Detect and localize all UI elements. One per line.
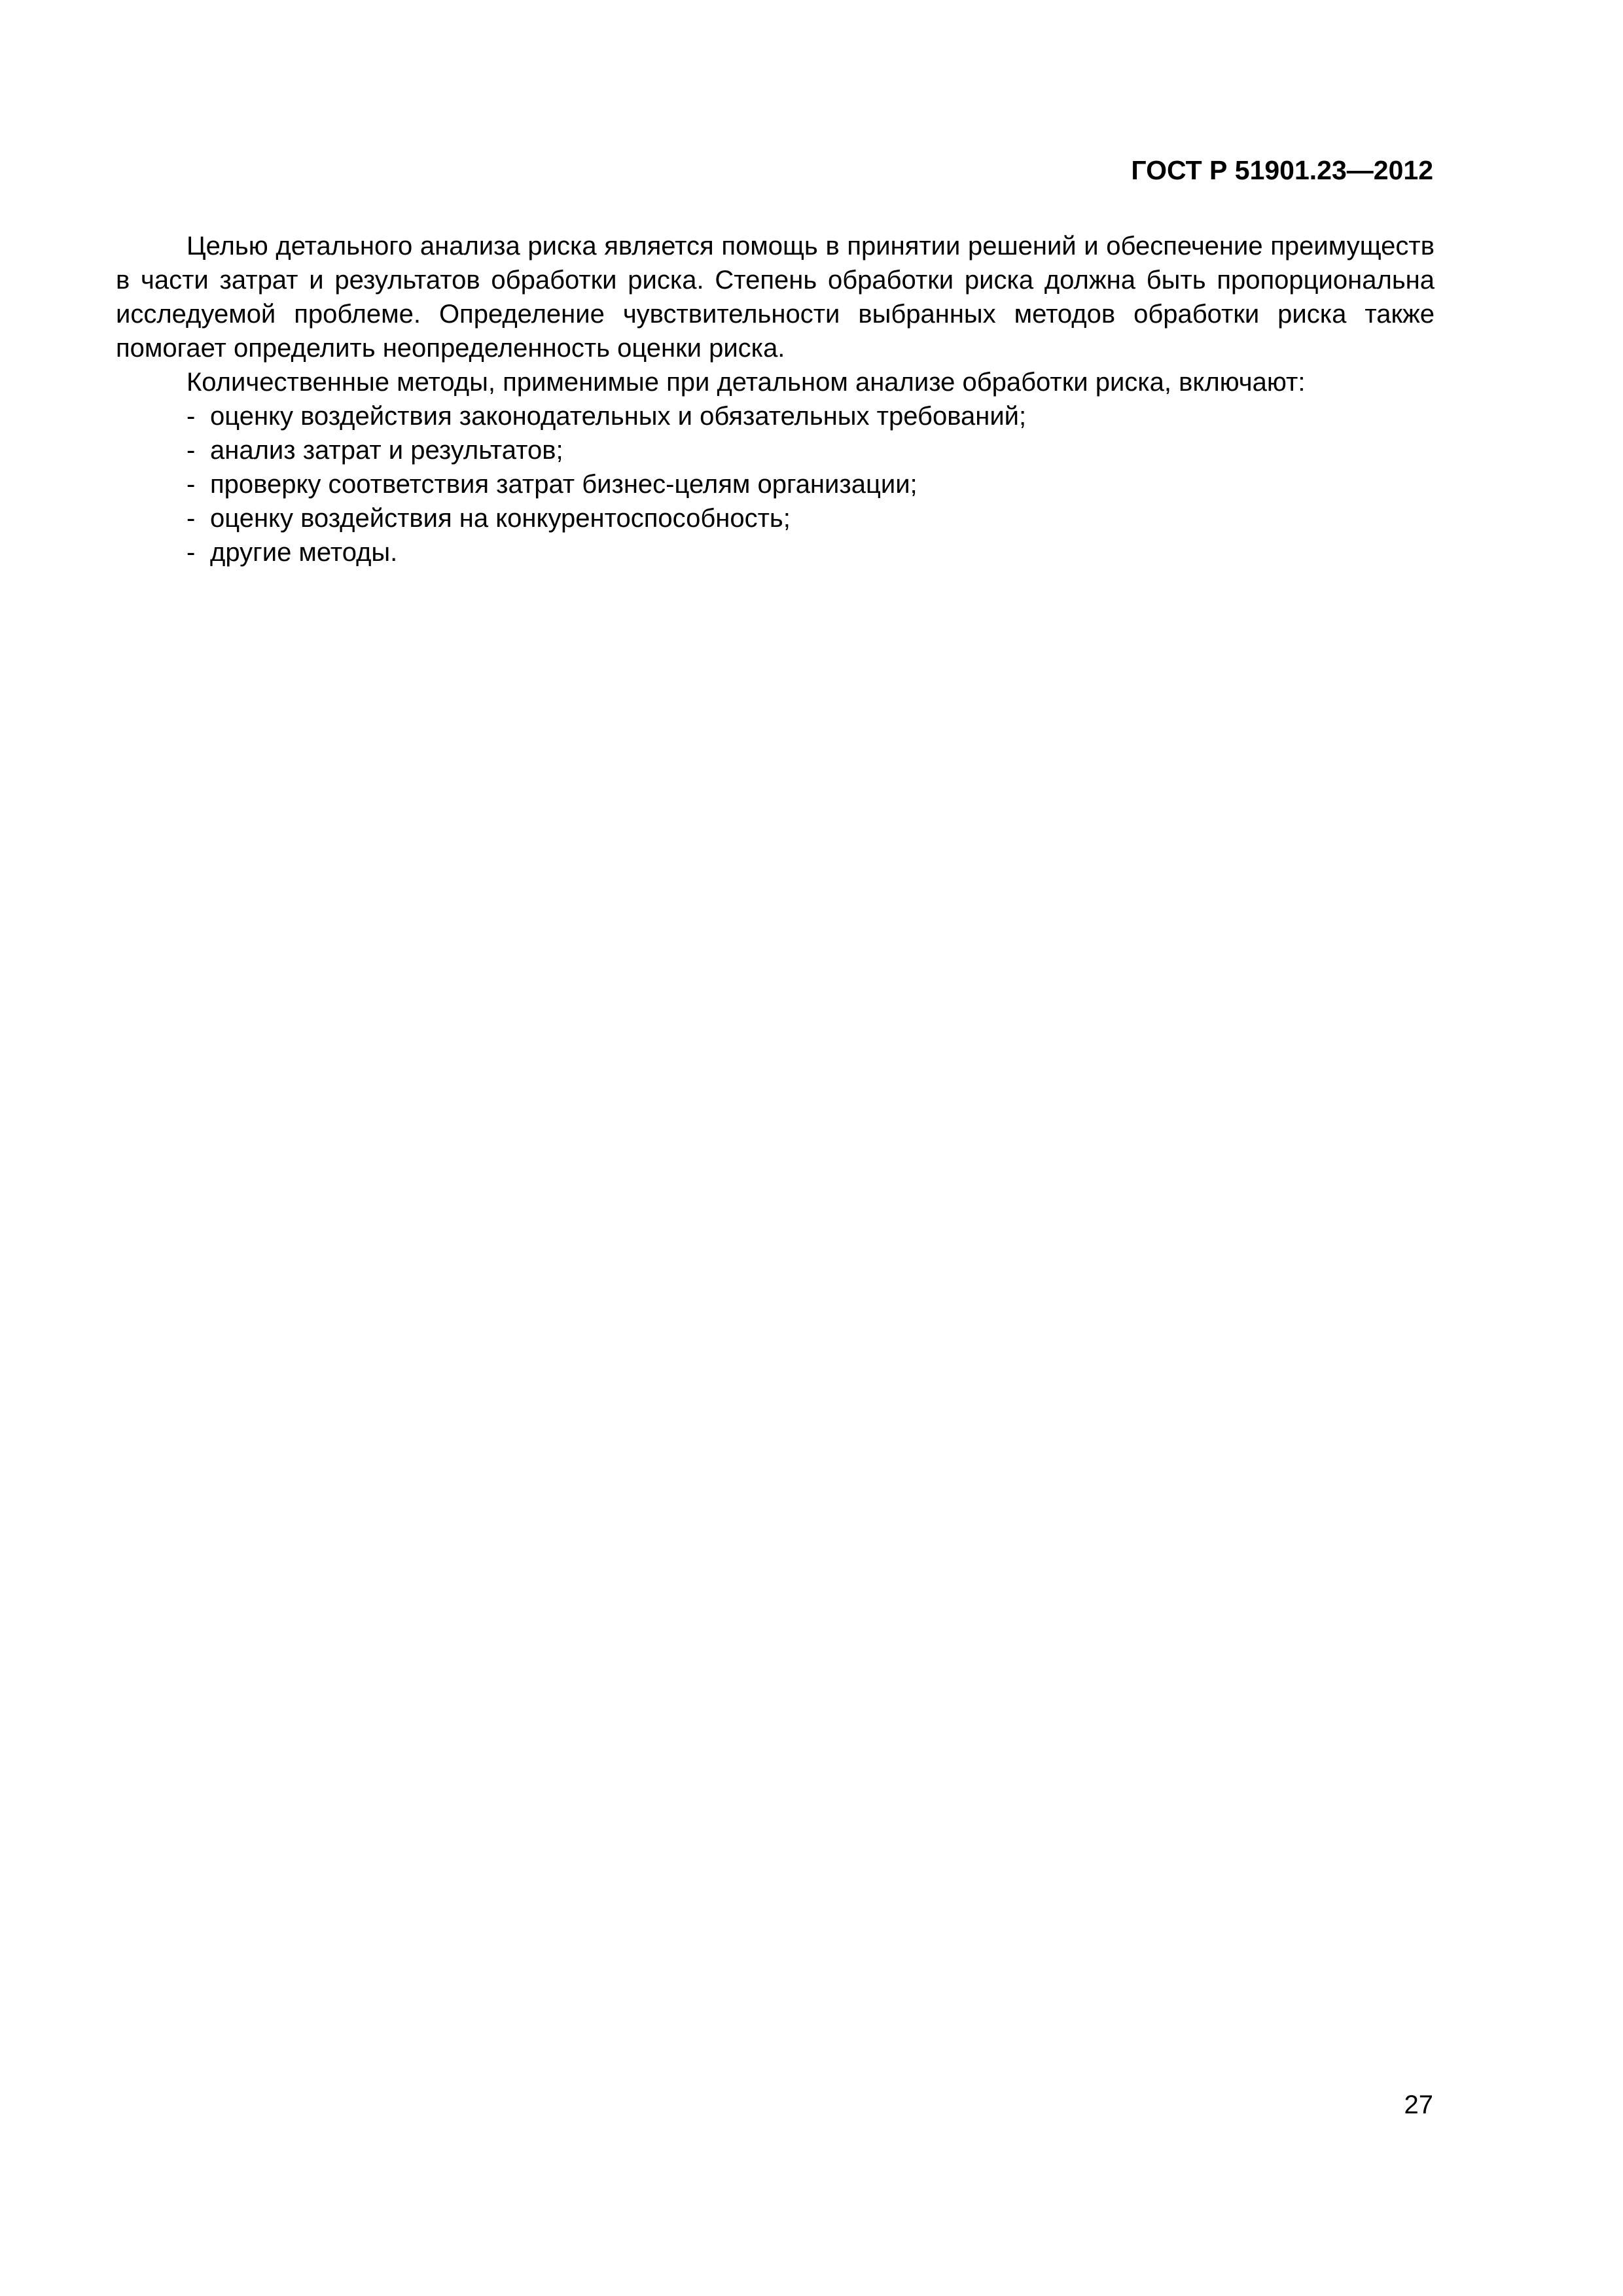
list-item xyxy=(116,433,1435,467)
document-header-standard-code: ГОСТ Р 51901.23—2012 xyxy=(1131,155,1433,185)
list-item xyxy=(116,535,1435,569)
list-item-text: другие методы. xyxy=(210,538,398,567)
list-bullet: - xyxy=(187,504,196,533)
list-item-text: анализ затрат и результатов; xyxy=(210,436,563,465)
methods-list xyxy=(116,399,1435,569)
list-bullet: - xyxy=(187,538,196,567)
list-item-text: оценку воздействия законодательных и обязательных требований; xyxy=(210,402,1027,431)
list-item xyxy=(116,399,1435,433)
list-bullet: - xyxy=(187,470,196,499)
page-number: 27 xyxy=(1404,2090,1433,2119)
list-item-text: проверку соответствия затрат бизнес-целям организации; xyxy=(210,470,918,499)
list-item xyxy=(116,467,1435,501)
paragraph-methods-intro: Количественные методы, применимые при детальном анализе обработки риска, включают: xyxy=(187,368,1306,397)
list-item-text: оценку воздействия на конкурентоспособность; xyxy=(210,504,791,533)
list-item xyxy=(116,501,1435,535)
paragraph-purpose: Целью детального анализа риска является помощь в принятии решений и обеспечение преимуществ в части затрат и результатов обработки риска. Степень обработки риска должна быть пропорциональна исследуемой проблеме. Определение чувствительности выбранных методов обработки риска также помогает определить неопределенность оценки риска. xyxy=(116,232,1435,363)
document-body xyxy=(116,229,1435,569)
list-bullet: - xyxy=(187,402,196,431)
list-bullet: - xyxy=(187,436,196,465)
